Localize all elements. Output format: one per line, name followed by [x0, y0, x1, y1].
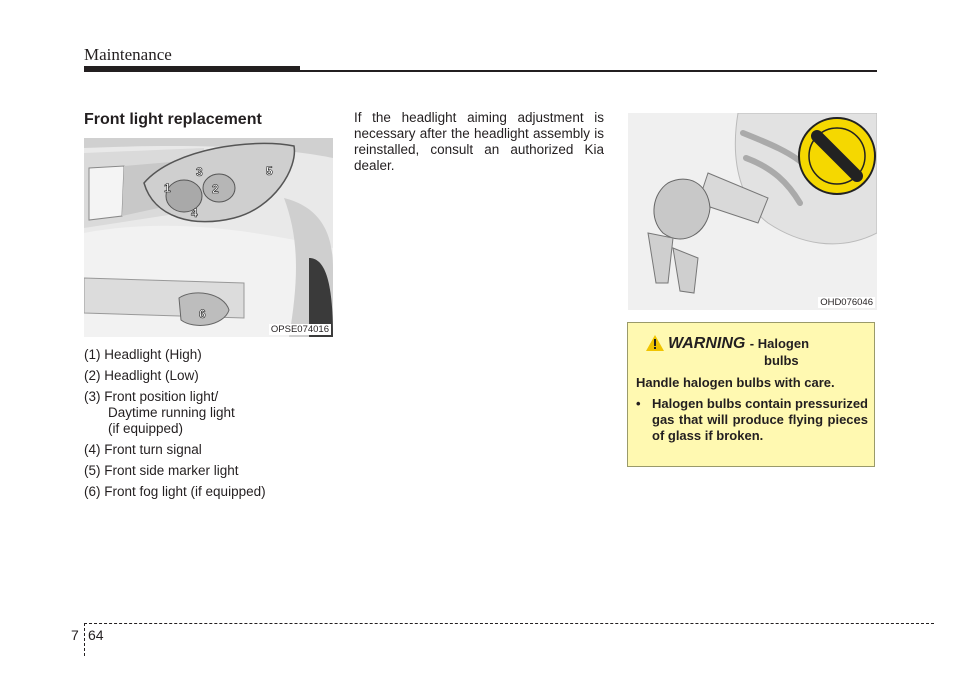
page-heading: Front light replacement [84, 111, 262, 128]
callout-4: 4 [191, 206, 198, 220]
callout-1: 1 [164, 181, 171, 195]
figure-code-right: OHD076046 [820, 297, 873, 308]
warning-box [627, 322, 875, 467]
warning-bullet: • Halogen bulbs contain pressurized gas that will produce flying pieces of glass if broken. [636, 396, 868, 443]
warning-lead: Handle halogen bulbs with care. [636, 375, 835, 390]
list-item: (6) Front fog light (if equipped) [84, 484, 266, 499]
warning-title: WARNING - Halogen [646, 335, 809, 353]
footer-rule [84, 623, 934, 624]
list-item: (1) Headlight (High) [84, 347, 202, 362]
callout-5: 5 [266, 164, 273, 178]
header-rule-thin [300, 70, 877, 72]
bullet-marker: • [636, 396, 641, 411]
header-rule-thick [84, 66, 300, 72]
chapter-number: 7 [71, 627, 79, 643]
callout-6: 6 [199, 307, 206, 321]
figure-code-left: OPSE074016 [270, 324, 329, 335]
halogen-bulb-figure [628, 113, 877, 310]
list-item: (3) Front position light/ Daytime running light (if equipped) [84, 389, 235, 436]
list-item: (2) Headlight (Low) [84, 368, 199, 383]
footer-divider [84, 623, 85, 656]
hand-holding-bulb-illustration [628, 113, 877, 310]
callout-2: 2 [212, 182, 219, 196]
aiming-paragraph: If the headlight aiming adjustment is necessary after the headlight assembly is reinstalled, consult an authorized Kia dealer. [354, 110, 604, 173]
warning-title-line2: bulbs [764, 353, 799, 368]
list-item: (4) Front turn signal [84, 442, 202, 457]
part-list [84, 347, 266, 505]
warning-triangle-icon [646, 335, 664, 351]
callout-3: 3 [196, 165, 203, 179]
section-title: Maintenance [84, 45, 172, 64]
page-number: 64 [88, 627, 104, 643]
car-front-illustration [84, 138, 333, 337]
headlight-figure [84, 138, 333, 337]
list-item: (5) Front side marker light [84, 463, 239, 478]
